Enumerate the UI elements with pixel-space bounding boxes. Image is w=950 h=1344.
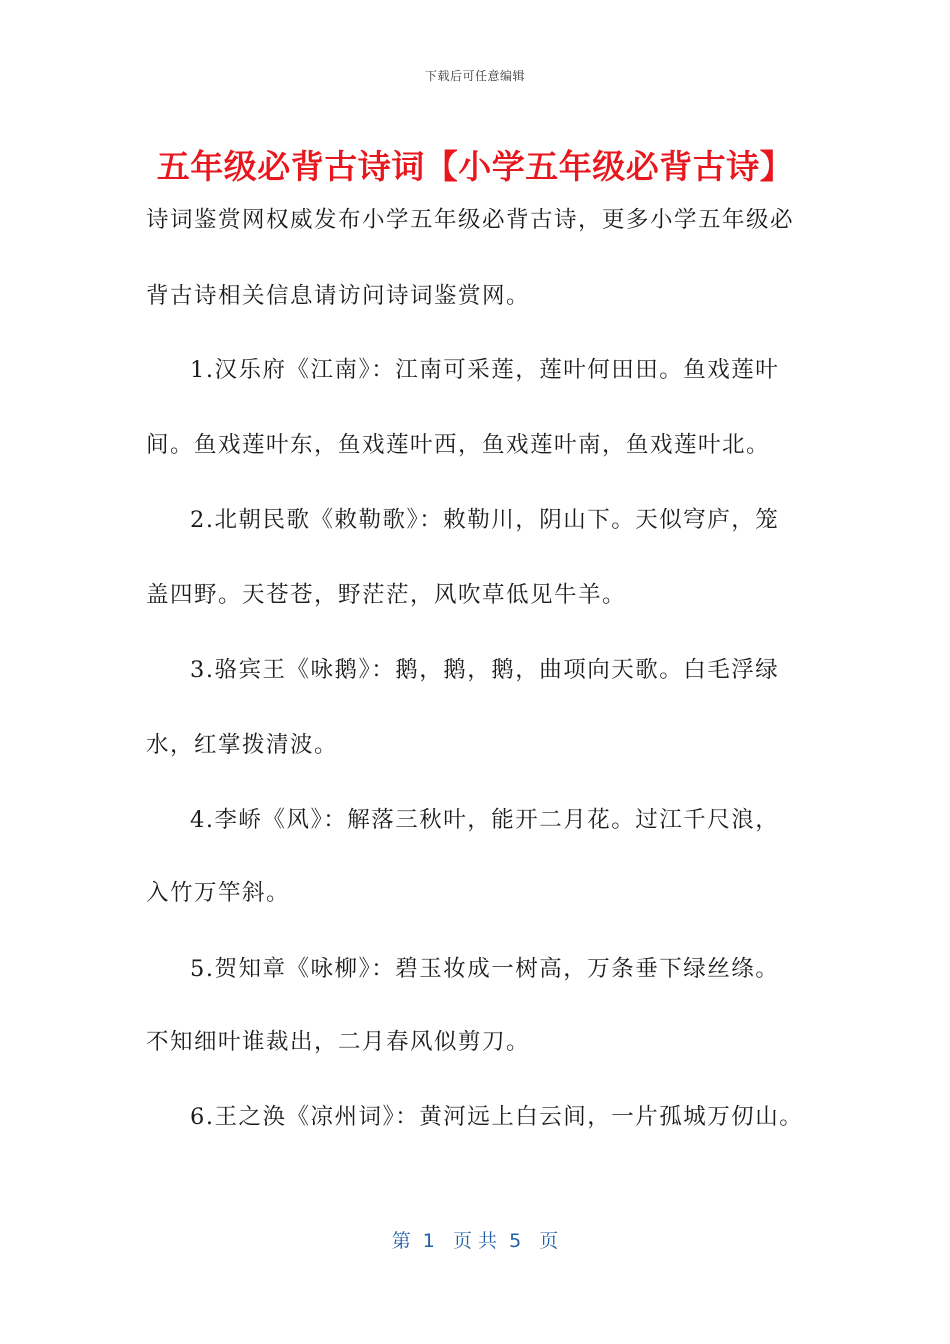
paragraph-line: 背古诗相关信息请访问诗词鉴赏网。 <box>146 283 531 309</box>
header-note: 下载后可任意编辑 <box>424 69 525 83</box>
poem-2-line: 盖四野。天苍苍，野茫茫，风吹草低见牛羊。 <box>146 582 627 608</box>
poem-4-line: 入竹万竿斜。 <box>146 880 291 906</box>
poem-1-line: 1.汉乐府《江南》：江南可采莲，莲叶何田田。鱼戏莲叶 <box>190 357 780 383</box>
poem-5-line: 5.贺知章《咏柳》：碧玉妆成一树高，万条垂下绿丝绦。 <box>190 956 780 982</box>
poem-3-line: 3.骆宾王《咏鹅》：鹅，鹅，鹅，曲项向天歌。白毛浮绿 <box>190 657 780 683</box>
poem-5-line: 不知细叶谁裁出，二月春风似剪刀。 <box>146 1029 531 1055</box>
poem-4-line: 4.李峤《风》：解落三秋叶，能开二月花。过江千尺浪， <box>190 807 780 833</box>
paragraph-line: 诗词鉴赏网权威发布小学五年级必背古诗，更多小学五年级必 <box>146 207 795 233</box>
poem-1-line: 间。鱼戏莲叶东，鱼戏莲叶西，鱼戏莲叶南，鱼戏莲叶北。 <box>146 432 771 458</box>
poem-6-line: 6.王之涣《凉州词》：黄河远上白云间，一片孤城万仞山。 <box>190 1104 804 1130</box>
poem-3-line: 水，红掌拨清波。 <box>146 732 339 758</box>
document-title: 五年级必背古诗词【小学五年级必背古诗】 <box>156 147 794 186</box>
poem-2-line: 2.北朝民歌《敕勒歌》：敕勒川，阴山下。天似穹庐，笼 <box>190 507 780 533</box>
page-number-footer: 第 1 页 共 5 页 <box>391 1230 559 1252</box>
